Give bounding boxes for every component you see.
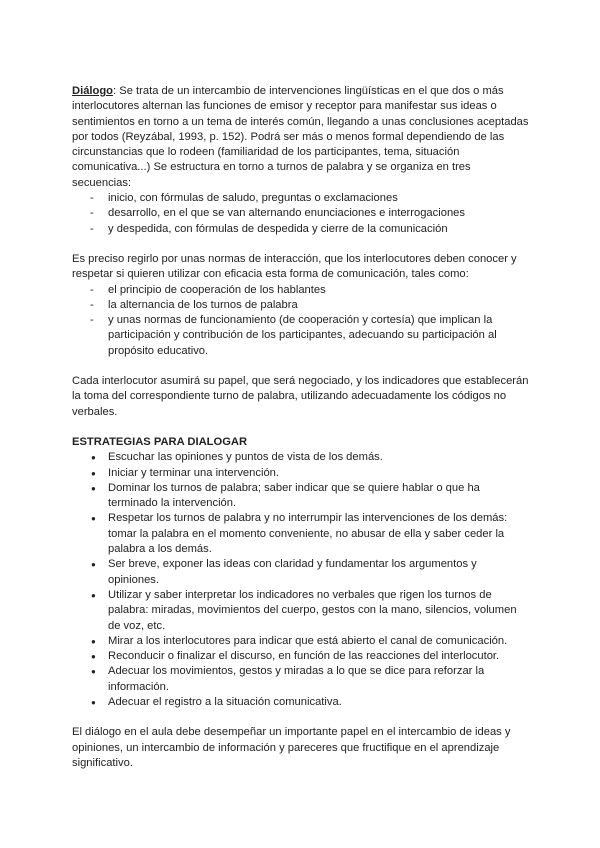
document-body bbox=[72, 84, 530, 771]
norms-paragraph: Es preciso regirlo por unas normas de interacción, que los interlocutores deben conocer y respetar si quieren utilizar con eficacia esta forma de comunicación, tales como: bbox=[72, 252, 517, 281]
strategy-item: ● Reconducir o finalizar el discurso, en función de las reacciones del interlocutor. bbox=[72, 649, 530, 664]
closing-paragraph: El diálogo en el aula debe desempeñar un importante papel en el intercambio de ideas y opiniones, un intercambio de información y pareceres que fructifique en el aprendizaje significativo. bbox=[72, 726, 511, 769]
norm-item: - y unas normas de funcionamiento (de cooperación y cortesía) que implican la participación y contribución de los participantes, adecuando su participación al propósito educativo. bbox=[72, 313, 530, 359]
strategy-item: ● Ser breve, exponer las ideas con claridad y fundamentar los argumentos y opiniones. bbox=[72, 557, 530, 588]
strategies-heading: ESTRATEGIAS PARA DIALOGAR bbox=[72, 435, 248, 448]
norm-item: - la alternancia de los turnos de palabra bbox=[72, 298, 530, 313]
strategy-item: ● Utilizar y saber interpretar los indicadores no verbales que rigen los turnos de palabra: miradas, movimientos del cuerpo, gestos con la mano, silencios, volumen de voz, etc. bbox=[72, 588, 530, 634]
sequence-list bbox=[72, 191, 530, 237]
roles-paragraph: Cada interlocutor asumirá su papel, que será negociado, y los indicadores que establecerán la toma del correspondiente turno de palabra, utilizando adecuadamente los códigos no verbales. bbox=[72, 375, 529, 418]
strategy-item: ● Adecuar los movimientos, gestos y miradas a lo que se dice para reforzar la información. bbox=[72, 664, 530, 695]
strategy-item: ● Respetar los turnos de palabra y no interrumpir las intervenciones de los demás: tomar la palabra en el momento conveniente, no abusar de ella y saber ceder la palabra a los demás. bbox=[72, 511, 530, 557]
intro-text: : Se trata de un intercambio de intervenciones lingüísticas en el que dos o más interlocutores alternan las funciones de emisor y receptor para manifestar sus ideas o sentimientos en torno a un tema de interés común, llegando a unas conclusiones aceptadas por todos (Reyzábal, 1993, p. 152). Podrá ser más o menos formal dependiendo de las circunstancias que lo rodeen (familiaridad de los participantes, tema, situación comunicativa...) Se estructura en torno a turnos de palabra y se organiza en tres secuencias: bbox=[72, 85, 529, 189]
strategy-item: ● Escuchar las opiniones y puntos de vista de los demás. bbox=[72, 450, 530, 465]
strategy-item: ● Adecuar el registro a la situación comunicativa. bbox=[72, 695, 530, 710]
sequence-item: - inicio, con fórmulas de saludo, preguntas o exclamaciones bbox=[72, 191, 530, 206]
norms-list bbox=[72, 283, 530, 359]
strategy-item: ● Mirar a los interlocutores para indicar que está abierto el canal de comunicación. bbox=[72, 634, 530, 649]
strategy-item: ● Iniciar y terminar una intervención. bbox=[72, 466, 530, 481]
norm-item: - el principio de cooperación de los hablantes bbox=[72, 283, 530, 298]
sequence-item: - desarrollo, en el que se van alternando enunciaciones e interrogaciones bbox=[72, 206, 530, 221]
strategies-list bbox=[72, 450, 530, 710]
strategy-item: ● Dominar los turnos de palabra; saber indicar que se quiere hablar o que ha terminado la intervención. bbox=[72, 481, 530, 512]
sequence-item: - y despedida, con fórmulas de despedida y cierre de la comunicación bbox=[72, 222, 530, 237]
intro-paragraph bbox=[72, 84, 530, 191]
dialogo-term: Diálogo bbox=[72, 85, 114, 97]
